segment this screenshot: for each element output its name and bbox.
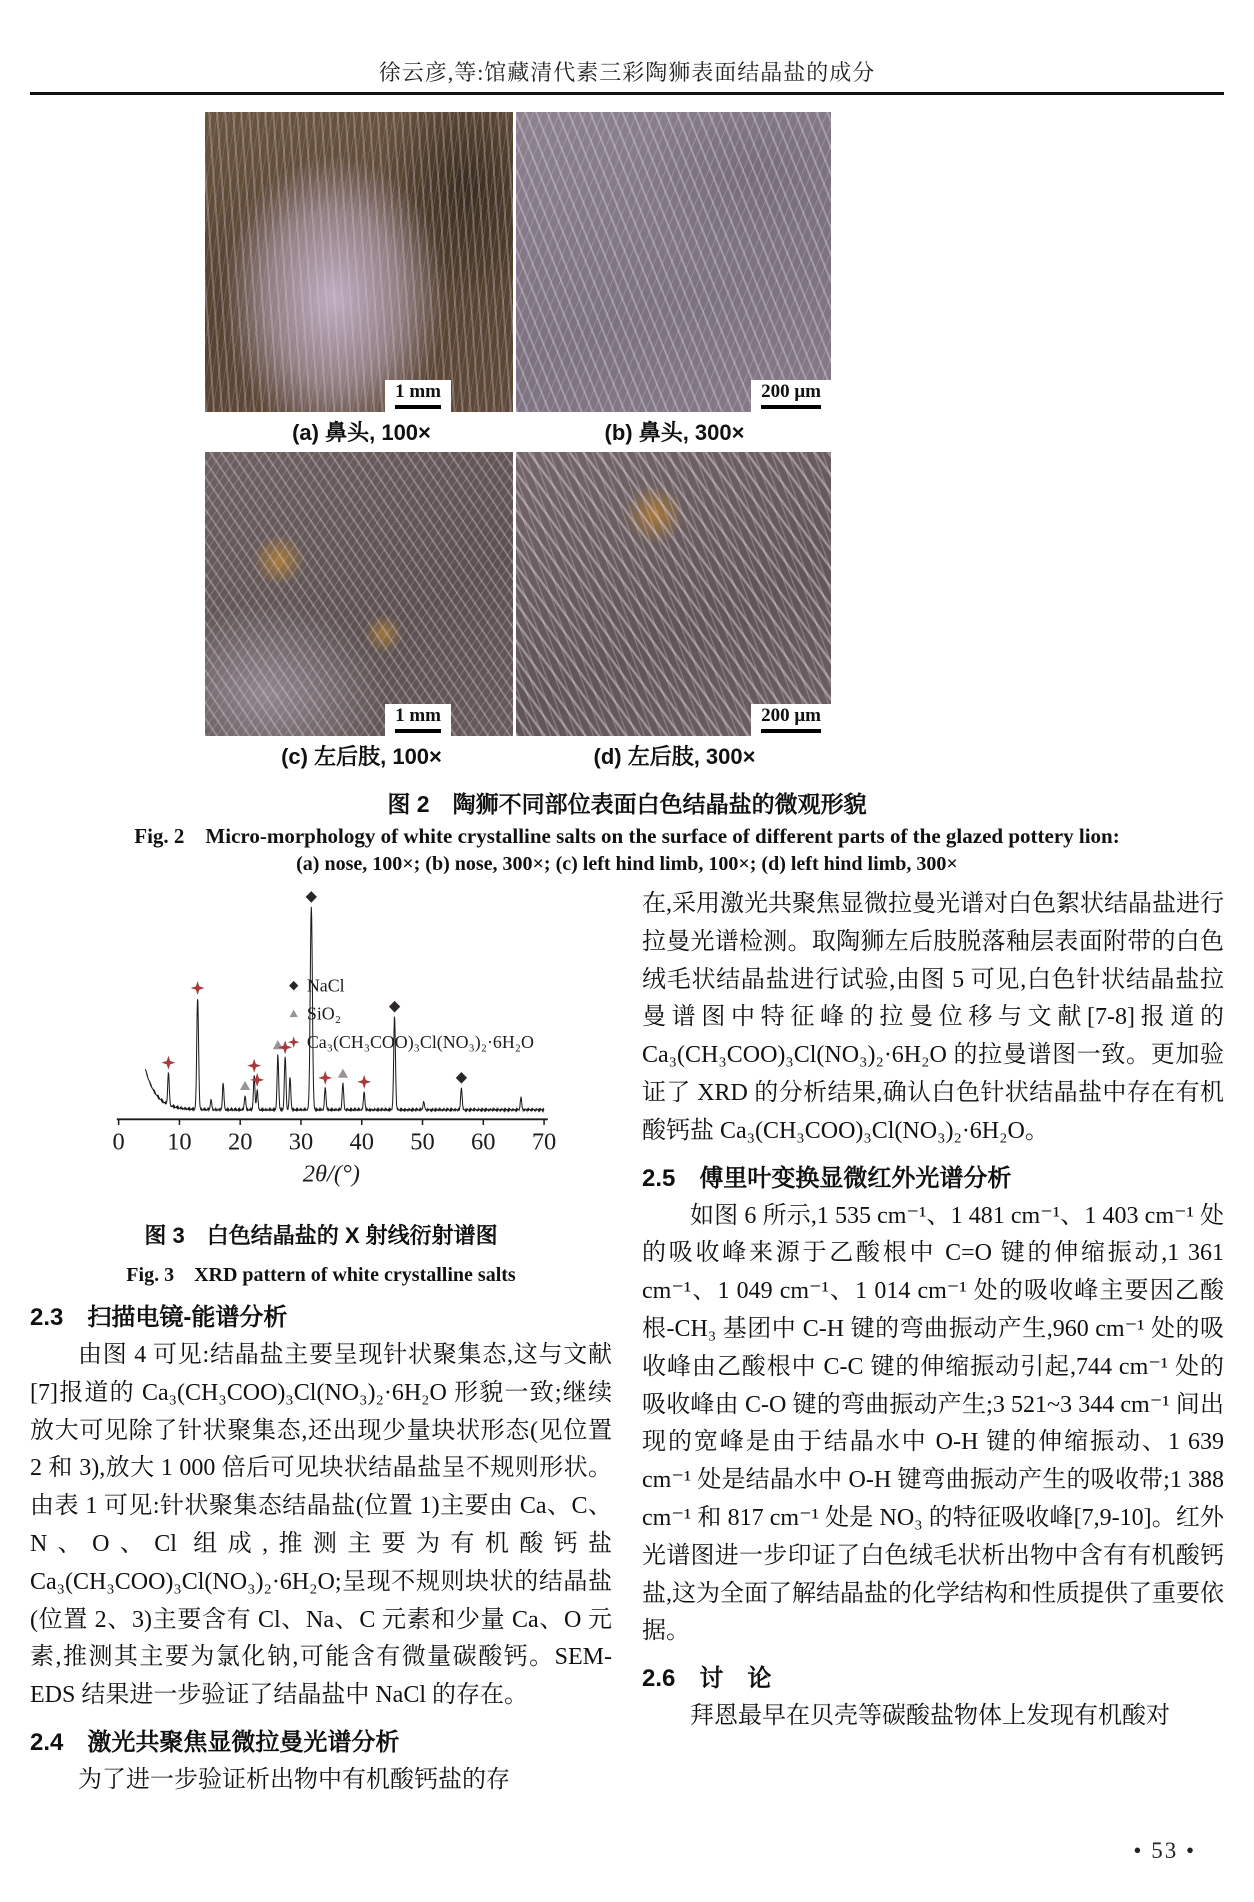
micrograph-c-left-hind-limb-100x xyxy=(205,452,513,736)
svg-text:10: 10 xyxy=(167,1128,192,1156)
svg-text:70: 70 xyxy=(531,1128,557,1156)
figure-2-caption-sub: (a) nose, 100×; (b) nose, 300×; (c) left hind limb, 100×; (d) left hind limb, 300× xyxy=(296,853,958,875)
scalebar-b-bar xyxy=(761,405,821,409)
section-2-5-heading: 2.5 傅里叶变换显微红外光谱分析 xyxy=(642,1164,1012,1192)
figure-2-row-1 xyxy=(205,112,831,412)
svg-text:SiO₂: SiO₂ xyxy=(306,1003,341,1024)
micrograph-a-nose-100x xyxy=(205,112,513,412)
section-2-6-heading: 2.6 讨 论 xyxy=(642,1665,772,1693)
svg-text:20: 20 xyxy=(227,1128,253,1156)
header-rule xyxy=(30,92,1224,95)
section-2-3-heading: 2.3 扫描电镜-能谱分析 xyxy=(30,1304,288,1331)
svg-text:60: 60 xyxy=(471,1128,496,1156)
scalebar-c xyxy=(385,704,451,736)
scalebar-b xyxy=(751,380,831,412)
right-column xyxy=(642,886,1224,1736)
section-2-3-body: 由图 4 可见:结晶盐主要呈现针状聚集态,这与文献[7]报道的 Ca₃(CH₃COO)₃Cl(NO₃)₂·6H₂O 形貌一致;继续放大可见除了针状聚集态,还出现少量块状形态(见位置 2 和 3),放大 1 000 倍后可见块状结晶盐呈不规则形状。由表 1 可见:针状聚集态结晶盐(位置 1)主要由 Ca、C、N、O、Cl 组成,推测主要为有机酸钙盐 Ca₃(CH₃COO)₃Cl(NO₃)₂·6H₂O;呈现不规则块状的结晶盐(位置 2、3)主要含有 Cl、Na、C 元素和少量 Ca、O 元素,推测其主要为氯化钠,可能含有微量碳酸钙。SEM-EDS 结果进一步验证了结晶盐中 NaCl 的存在。 xyxy=(30,1342,612,1709)
svg-text:40: 40 xyxy=(349,1128,374,1156)
section-2-4-body: 为了进一步验证析出物中有机酸钙盐的存 xyxy=(78,1766,510,1793)
figure-2 xyxy=(205,112,831,771)
svg-text:50: 50 xyxy=(410,1128,435,1156)
running-header: 徐云彦,等:馆藏清代素三彩陶狮表面结晶盐的成分 xyxy=(378,60,876,85)
xrd-chart xyxy=(81,880,561,1193)
figure-2-caption-zh: 图 2 陶狮不同部位表面白色结晶盐的微观形貌 xyxy=(387,791,867,817)
page-number: • 53 • xyxy=(1133,1838,1196,1863)
scalebar-a-bar xyxy=(395,405,441,409)
svg-text:0: 0 xyxy=(112,1128,125,1156)
figure-3 xyxy=(81,880,561,1193)
scalebar-d-label: 200 μm xyxy=(761,705,821,726)
svg-text:30: 30 xyxy=(288,1128,314,1156)
svg-text:2θ/(°): 2θ/(°) xyxy=(302,1160,360,1188)
section-2-6-body: 拜恩最早在贝壳等碳酸盐物体上发现有机酸对 xyxy=(690,1703,1170,1730)
micrograph-b-nose-300x xyxy=(516,112,831,412)
scalebar-b-label: 200 μm xyxy=(761,381,821,402)
left-column xyxy=(30,880,612,1800)
caption-panel-b: (b) 鼻头, 300× xyxy=(604,420,745,445)
section-2-5-body: 如图 6 所示,1 535 cm⁻¹、1 481 cm⁻¹、1 403 cm⁻¹ 处的吸收峰来源于乙酸根中 C=O 键的伸缩振动,1 361 cm⁻¹、1 049 cm⁻¹、1 014 cm⁻¹ 处的吸收峰主要因乙酸根-CH₃ 基团中 C-H 键的弯曲振动产生,960 cm⁻¹ 处的吸收峰由乙酸根中 C-C 键的伸缩振动引起,744 cm⁻¹ 处的吸收峰由 C-O 键的弯曲振动产生;3 521~3 344 cm⁻¹ 间出现的宽峰是由于结晶水中 O-H 键的伸缩振动、1 639 cm⁻¹ 处是结晶水中 O-H 键弯曲振动产生的吸收带;1 388 cm⁻¹ 和 817 cm⁻¹ 处是 NO₃ 的特征吸收峰[7,9-10]。红外光谱图进一步印证了白色绒毛状析出物中含有有机酸钙盐,这为全面了解结晶盐的化学结构和性质提供了重要依据。 xyxy=(642,1202,1224,1645)
figure-2-captions-ab xyxy=(205,416,831,447)
scalebar-c-bar xyxy=(395,729,441,733)
scalebar-a-label: 1 mm xyxy=(395,381,441,402)
section-2-4-heading: 2.4 激光共聚焦显微拉曼光谱分析 xyxy=(30,1728,400,1756)
svg-text:NaCl: NaCl xyxy=(306,975,345,996)
figure-2-caption-en: Fig. 2 Micro-morphology of white crystalline salts on the surface of different parts of the glazed pottery lion: xyxy=(134,824,1120,848)
figure-3-caption-en: Fig. 3 XRD pattern of white crystalline salts xyxy=(126,1264,516,1286)
figure-2-row-2 xyxy=(205,452,831,736)
scalebar-a xyxy=(385,380,451,412)
figure-3-caption-zh: 图 3 白色结晶盐的 X 射线衍射谱图 xyxy=(144,1223,498,1248)
svg-text:Ca₃(CH₃COO)₃Cl(NO₃)₂·6H₂O: Ca₃(CH₃COO)₃Cl(NO₃)₂·6H₂O xyxy=(306,1031,534,1052)
caption-panel-d: (d) 左后肢, 300× xyxy=(593,744,756,769)
caption-panel-a: (a) 鼻头, 100× xyxy=(292,420,431,445)
scalebar-c-label: 1 mm xyxy=(395,705,441,726)
scalebar-d xyxy=(751,704,831,736)
figure-2-captions-cd xyxy=(205,740,831,771)
scalebar-d-bar xyxy=(761,729,821,733)
micrograph-d-left-hind-limb-300x xyxy=(516,452,831,736)
caption-panel-c: (c) 左后肢, 100× xyxy=(281,744,442,769)
right-column-continuation: 在,采用激光共聚焦显微拉曼光谱对白色絮状结晶盐进行拉曼光谱检测。取陶狮左后肢脱落釉层表面附带的白色绒毛状结晶盐进行试验,由图 5 可见,白色针状结晶盐拉曼谱图中特征峰的拉曼位移与文献[7-8]报道的 Ca₃(CH₃COO)₃Cl(NO₃)₂·6H₂O 的拉曼谱图一致。更加验证了 XRD 的分析结果,确认白色针状结晶盐中存在有机酸钙盐 Ca₃(CH₃COO)₃Cl(NO₃)₂·6H₂O。 xyxy=(642,891,1224,1144)
